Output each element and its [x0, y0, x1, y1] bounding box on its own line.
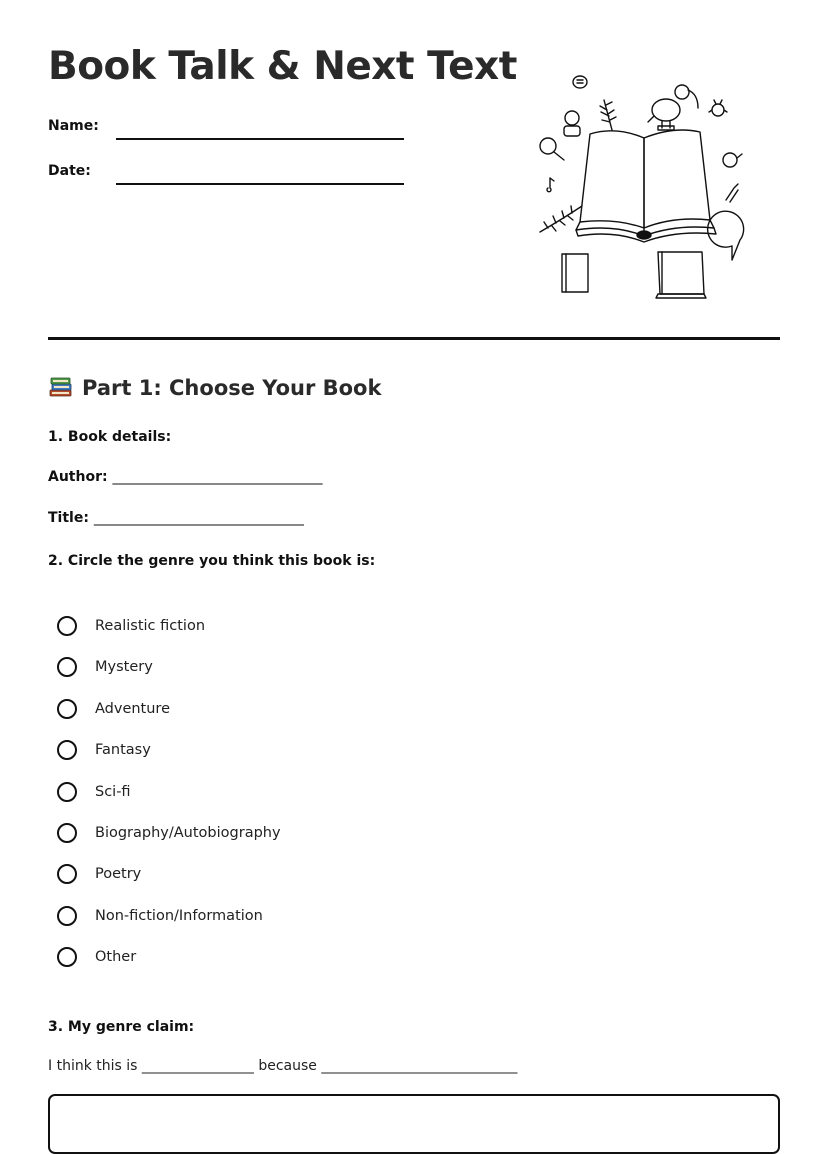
answer-box[interactable]: [48, 1094, 780, 1154]
genre-options: [57, 613, 281, 986]
genre-label: Poetry: [95, 866, 142, 883]
radio-circle[interactable]: [57, 906, 77, 926]
radio-circle[interactable]: [57, 699, 77, 719]
genre-claim-sentence[interactable]: I think this is ________________ because ____________________________: [48, 1058, 518, 1074]
page-title: Book Talk & Next Text: [48, 44, 517, 89]
genre-label: Fantasy: [95, 742, 151, 759]
genre-option[interactable]: [57, 737, 281, 778]
section-divider: [48, 337, 780, 340]
radio-circle[interactable]: [57, 947, 77, 967]
question-2: 2. Circle the genre you think this book is:: [48, 553, 376, 569]
open-book-doodle-icon: [534, 70, 764, 302]
title-blank[interactable]: ______________________________: [93, 510, 304, 526]
name-label: Name:: [48, 118, 99, 134]
genre-option[interactable]: [57, 696, 281, 737]
author-field[interactable]: [48, 469, 322, 485]
genre-label: Biography/Autobiography: [95, 824, 281, 841]
radio-circle[interactable]: [57, 782, 77, 802]
date-label: Date:: [48, 163, 91, 179]
genre-label: Sci-fi: [95, 783, 131, 800]
genre-option[interactable]: [57, 613, 281, 654]
genre-option[interactable]: [57, 654, 281, 695]
radio-circle[interactable]: [57, 657, 77, 677]
genre-label: Adventure: [95, 700, 170, 717]
genre-option[interactable]: [57, 779, 281, 820]
genre-option[interactable]: [57, 820, 281, 861]
radio-circle[interactable]: [57, 616, 77, 636]
title-field[interactable]: [48, 510, 304, 526]
title-label: Title:: [48, 510, 89, 526]
genre-option[interactable]: [57, 944, 281, 985]
genre-option[interactable]: [57, 861, 281, 902]
books-icon: [48, 375, 74, 399]
genre-label: Non-fiction/Information: [95, 907, 263, 924]
part-1-heading-text: Part 1: Choose Your Book: [82, 376, 382, 400]
genre-label: Mystery: [95, 659, 153, 676]
question-1: 1. Book details:: [48, 429, 172, 445]
author-blank[interactable]: ______________________________: [112, 469, 323, 485]
author-label: Author:: [48, 469, 108, 485]
part-1-heading: [48, 375, 381, 400]
genre-label: Realistic fiction: [95, 618, 206, 634]
date-line[interactable]: [116, 183, 404, 185]
radio-circle[interactable]: [57, 823, 77, 843]
radio-circle[interactable]: [57, 740, 77, 760]
genre-label: Other: [95, 949, 137, 966]
name-line[interactable]: [116, 138, 404, 140]
genre-option[interactable]: [57, 903, 281, 944]
question-3: 3. My genre claim:: [48, 1019, 195, 1035]
radio-circle[interactable]: [57, 864, 77, 884]
